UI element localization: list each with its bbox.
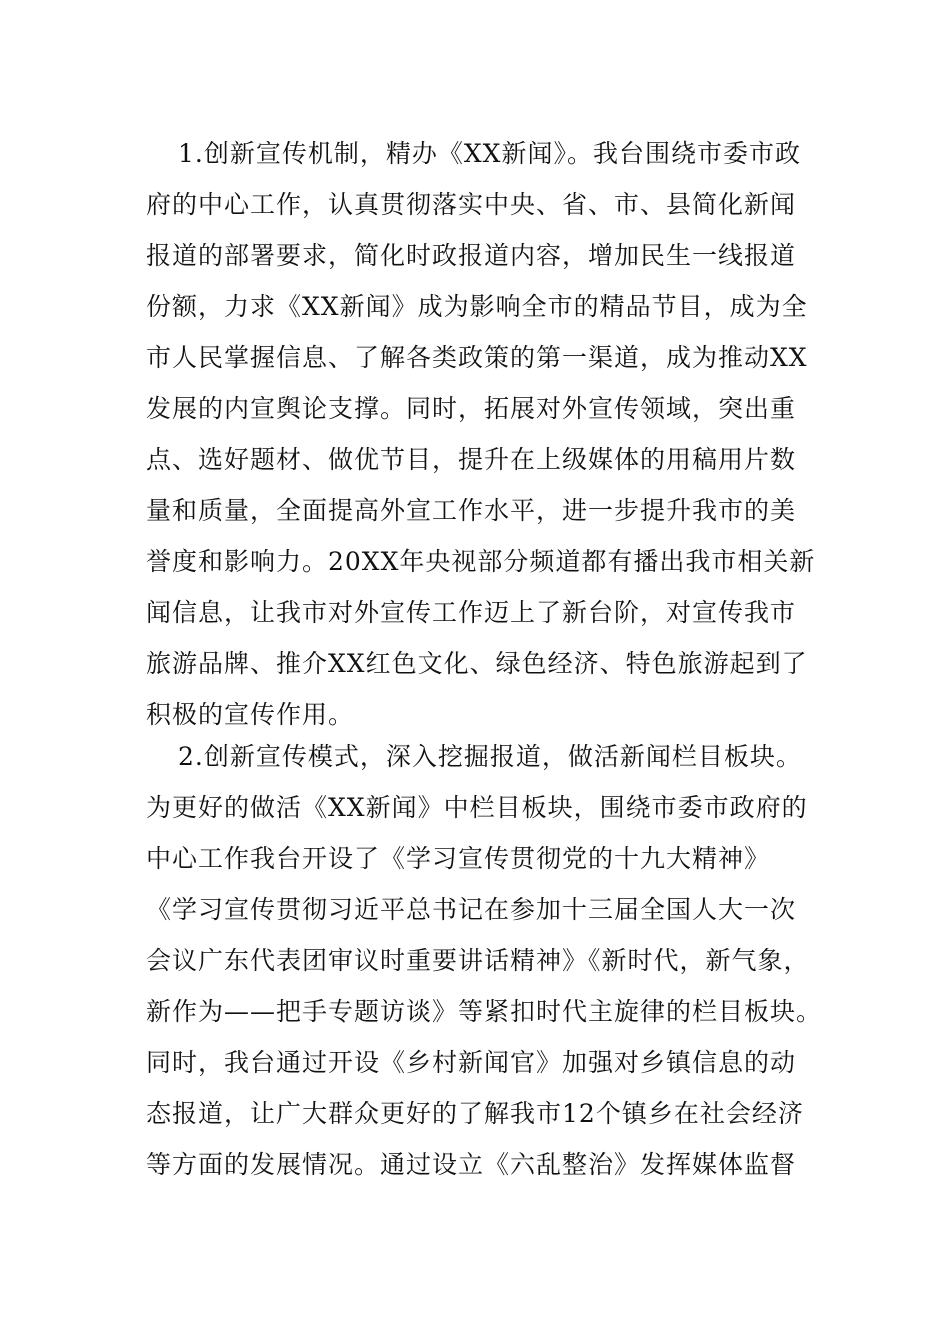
- paragraph-line: 市人民掌握信息、了解各类政策的第一渠道，成为推动XX: [146, 343, 808, 372]
- paragraph-line: 态报道，让广大群众更好的了解我市12个镇乡在社会经济: [146, 1099, 804, 1128]
- paragraph-line: 新作为——把手专题访谈》等紧扣时代主旋律的栏目板块。: [146, 997, 823, 1026]
- paragraph-line: 1.创新宣传机制，精办《XX新闻》。我台围绕市委市政: [178, 139, 801, 168]
- paragraph-line: 誉度和影响力。20XX年央视部分频道都有播出我市相关新: [146, 547, 816, 576]
- paragraph-line: 为更好的做活《XX新闻》中栏目板块，围绕市委市政府的: [146, 793, 808, 822]
- paragraph-line: 同时，我台通过开设《乡村新闻官》加强对乡镇信息的动: [146, 1048, 797, 1077]
- paragraph-2: [146, 731, 823, 1190]
- paragraph-line: 旅游品牌、推介XX红色文化、绿色经济、特色旅游起到了: [146, 649, 808, 678]
- paragraph-line: 积极的宣传作用。: [146, 700, 355, 729]
- paragraph-line: 量和质量，全面提高外宣工作水平，进一步提升我市的美: [146, 496, 797, 525]
- paragraph-line: 报道的部署要求，简化时政报道内容，增加民生一线报道: [146, 241, 797, 270]
- paragraph-line: 点、选好题材、做优节目，提升在上级媒体的用稿用片数: [146, 445, 797, 474]
- paragraph-line: 等方面的发展情况。通过设立《六乱整治》发挥媒体监督: [146, 1150, 797, 1179]
- paragraph-line: 《学习宣传贯彻习近平总书记在参加十三届全国人大一次: [146, 895, 797, 924]
- paragraph-line: 2.创新宣传模式，深入挖掘报道，做活新闻栏目板块。: [178, 742, 802, 771]
- paragraph-line: 发展的内宣舆论支撑。同时，拓展对外宣传领域，突出重: [146, 394, 797, 423]
- paragraph-line: 份额，力求《XX新闻》成为影响全市的精品节目，成为全: [146, 292, 808, 321]
- paragraph-1: [146, 128, 816, 740]
- paragraph-line: 府的中心工作，认真贯彻落实中央、省、市、县简化新闻: [146, 190, 797, 219]
- paragraph-line: 闻信息，让我市对外宣传工作迈上了新台阶，对宣传我市: [146, 598, 797, 627]
- paragraph-line: 会议广东代表团审议时重要讲话精神》《新时代，新气象，: [146, 946, 810, 975]
- paragraph-line: 中心工作我台开设了《学习宣传贯彻党的十九大精神》: [146, 844, 771, 873]
